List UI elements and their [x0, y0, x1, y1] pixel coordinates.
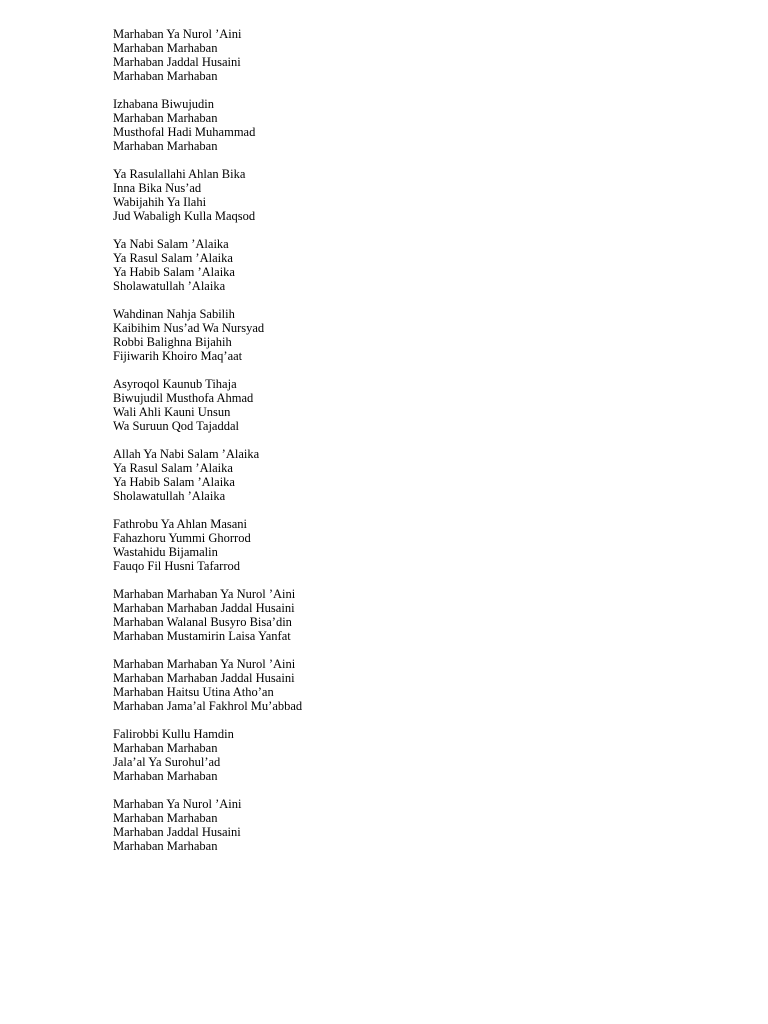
- lyric-line: Marhaban Jama’al Fakhrol Mu’abbad: [113, 699, 303, 713]
- stanza-6: [113, 377, 713, 433]
- lyric-line: Ya Nabi Salam ’Alaika: [113, 237, 229, 251]
- lyric-line: Ya Habib Salam ’Alaika: [113, 265, 235, 279]
- lyric-line: Wa Suruun Qod Tajaddal: [113, 419, 239, 433]
- stanza-4: [113, 237, 713, 293]
- lyric-line: Marhaban Marhaban Jaddal Husaini: [113, 601, 295, 615]
- lyric-line: Marhaban Ya Nurol ’Aini: [113, 27, 242, 41]
- lyric-line: Wahdinan Nahja Sabilih: [113, 307, 235, 321]
- lyric-line: Marhaban Walanal Busyro Bisa’din: [113, 615, 292, 629]
- lyric-line: Marhaban Marhaban: [113, 769, 218, 783]
- lyric-line: Wastahidu Bijamalin: [113, 545, 218, 559]
- lyric-line: Ya Rasul Salam ’Alaika: [113, 461, 233, 475]
- lyric-line: Marhaban Marhaban: [113, 741, 218, 755]
- stanza-11: [113, 727, 713, 783]
- lyric-line: Marhaban Jaddal Husaini: [113, 55, 241, 69]
- lyric-line: Robbi Balighna Bijahih: [113, 335, 232, 349]
- lyric-line: Sholawatullah ’Alaika: [113, 279, 226, 293]
- lyric-line: Marhaban Marhaban Jaddal Husaini: [113, 671, 295, 685]
- lyric-line: Marhaban Marhaban: [113, 111, 218, 125]
- lyric-line: Marhaban Haitsu Utina Atho’an: [113, 685, 274, 699]
- stanza-1: [113, 27, 713, 83]
- lyric-line: Marhaban Marhaban: [113, 41, 218, 55]
- lyric-line: Fahazhoru Yummi Ghorrod: [113, 531, 251, 545]
- lyric-line: Marhaban Ya Nurol ’Aini: [113, 797, 242, 811]
- lyric-line: Ya Habib Salam ’Alaika: [113, 475, 235, 489]
- lyric-line: Izhabana Biwujudin: [113, 97, 215, 111]
- stanza-12: [113, 797, 713, 853]
- lyric-line: Marhaban Jaddal Husaini: [113, 825, 241, 839]
- lyric-line: Marhaban Marhaban Ya Nurol ’Aini: [113, 657, 296, 671]
- lyric-line: Fijiwarih Khoiro Maq’aat: [113, 349, 243, 363]
- lyric-line: Jala’al Ya Surohul’ad: [113, 755, 221, 769]
- lyric-line: Ya Rasulallahi Ahlan Bika: [113, 167, 246, 181]
- lyric-line: Ya Rasul Salam ’Alaika: [113, 251, 233, 265]
- lyric-line: Marhaban Marhaban: [113, 839, 218, 853]
- stanza-3: [113, 167, 713, 223]
- lyric-line: Wabijahih Ya Ilahi: [113, 195, 207, 209]
- stanza-9: [113, 587, 713, 643]
- stanza-7: [113, 447, 713, 503]
- lyric-line: Marhaban Marhaban: [113, 69, 218, 83]
- lyric-line: Sholawatullah ’Alaika: [113, 489, 226, 503]
- lyric-line: Marhaban Marhaban Ya Nurol ’Aini: [113, 587, 296, 601]
- lyric-line: Jud Wabaligh Kulla Maqsod: [113, 209, 256, 223]
- stanza-5: [113, 307, 713, 363]
- stanza-2: [113, 97, 713, 153]
- lyric-line: Fathrobu Ya Ahlan Masani: [113, 517, 248, 531]
- stanza-8: [113, 517, 713, 573]
- lyric-line: Marhaban Marhaban: [113, 139, 218, 153]
- lyric-line: Wali Ahli Kauni Unsun: [113, 405, 231, 419]
- lyric-line: Inna Bika Nus’ad: [113, 181, 202, 195]
- lyric-line: Allah Ya Nabi Salam ’Alaika: [113, 447, 260, 461]
- lyric-line: Asyroqol Kaunub Tihaja: [113, 377, 237, 391]
- lyric-line: Musthofal Hadi Muhammad: [113, 125, 256, 139]
- lyric-line: Kaibihim Nus’ad Wa Nursyad: [113, 321, 265, 335]
- lyric-line: Marhaban Mustamirin Laisa Yanfat: [113, 629, 291, 643]
- lyric-line: Marhaban Marhaban: [113, 811, 218, 825]
- lyric-line: Fauqo Fil Husni Tafarrod: [113, 559, 241, 573]
- stanza-10: [113, 657, 713, 713]
- document-page: [113, 27, 713, 867]
- lyric-line: Falirobbi Kullu Hamdin: [113, 727, 234, 741]
- lyric-line: Biwujudil Musthofa Ahmad: [113, 391, 254, 405]
